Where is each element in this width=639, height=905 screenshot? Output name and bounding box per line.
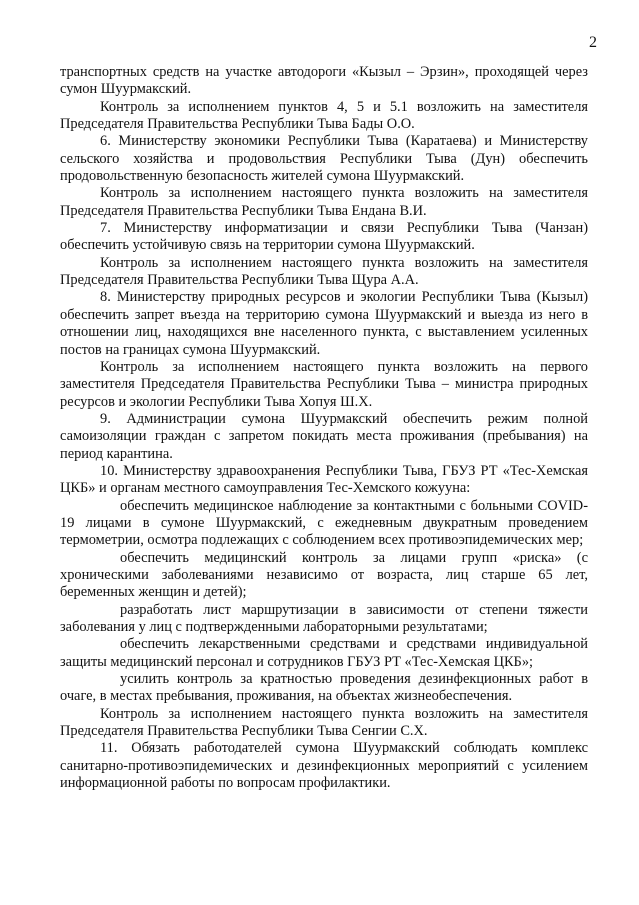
page-number: 2 xyxy=(589,34,597,51)
paragraph: 8. Министерству природных ресурсов и экологии Республики Тыва (Кызыл) обеспечить запрет въезда на территорию сумона Шуурмакский и выезда из него в отношении лиц, находящихся вне населенного пункта, с выставлением усиленных постов на границах сумона Шуурмакский. xyxy=(60,289,588,358)
paragraph: Контроль за исполнением пунктов 4, 5 и 5.1 возложить на заместителя Председателя Правительства Республики Тыва Бады О.О. xyxy=(60,98,588,133)
paragraph: Контроль за исполнением настоящего пункта возложить на заместителя Председателя Правительства Республики Тыва Сенгии С.Х. xyxy=(60,705,588,740)
paragraph: транспортных средств на участке автодороги «Кызыл – Эрзин», проходящей через сумон Шуурмакский. xyxy=(60,64,588,98)
paragraph: Контроль за исполнением настоящего пункта возложить на первого заместителя Председателя Правительства Республики Тыва – министра природных ресурсов и экологии Республики Тыва Хопуя Ш.Х. xyxy=(60,358,588,410)
paragraph: обеспечить медицинский контроль за лицами групп «риска» (с хроническими заболеваниями независимо от возраста, лиц старше 65 лет, беременных женщин и детей); xyxy=(60,549,588,601)
paragraph: 6. Министерству экономики Республики Тыва (Каратаева) и Министерству сельского хозяйства и продовольствия Республики Тыва (Дун) обеспечить продовольственную безопасность жителей сумона Шуурмакский. xyxy=(60,133,588,185)
paragraph: 11. Обязать работодателей сумона Шуурмакский соблюдать комплекс санитарно-противоэпидемических и дезинфекционных мероприятий с усилением информационной работы по вопросам профилактики. xyxy=(60,740,588,792)
paragraph: 9. Администрации сумона Шуурмакский обеспечить режим полной самоизоляции граждан с запретом покидать места проживания (пребывания) на период карантина. xyxy=(60,410,588,462)
paragraph: разработать лист маршрутизации в зависимости от степени тяжести заболевания у лиц с подтвержденными лабораторными результатами; xyxy=(60,601,588,635)
paragraph: усилить контроль за кратностью проведения дезинфекционных работ в очаге, в местах пребывания, проживания, на объектах жизнеобеспечения. xyxy=(60,671,588,705)
paragraph: 7. Министерству информатизации и связи Республики Тыва (Чанзан) обеспечить устойчивую связь на территории сумона Шуурмакский. xyxy=(60,220,588,254)
paragraph: обеспечить лекарственными средствами и средствами индивидуальной защиты медицинский персонал и сотрудников ГБУЗ РТ «Тес-Хемская ЦКБ»; xyxy=(60,636,588,670)
paragraph: 10. Министерству здравоохранения Республики Тыва, ГБУЗ РТ «Тес-Хемская ЦКБ» и органам местного самоуправления Тес-Хемского кожууна: xyxy=(60,462,588,497)
paragraph: Контроль за исполнением настоящего пункта возложить на заместителя Председателя Правительства Республики Тыва Щура А.А. xyxy=(60,254,588,289)
paragraph: Контроль за исполнением настоящего пункта возложить на заместителя Председателя Правительства Республики Тыва Ендана В.И. xyxy=(60,185,588,219)
document-body xyxy=(60,64,588,792)
paragraph: обеспечить медицинское наблюдение за контактными с больными COVID-19 лицами в сумоне Шуурмакский, с ежедневным двукратным проведением термометрии, осмотра подлежащих с соблюдением всех противоэпидемических мер; xyxy=(60,497,588,549)
